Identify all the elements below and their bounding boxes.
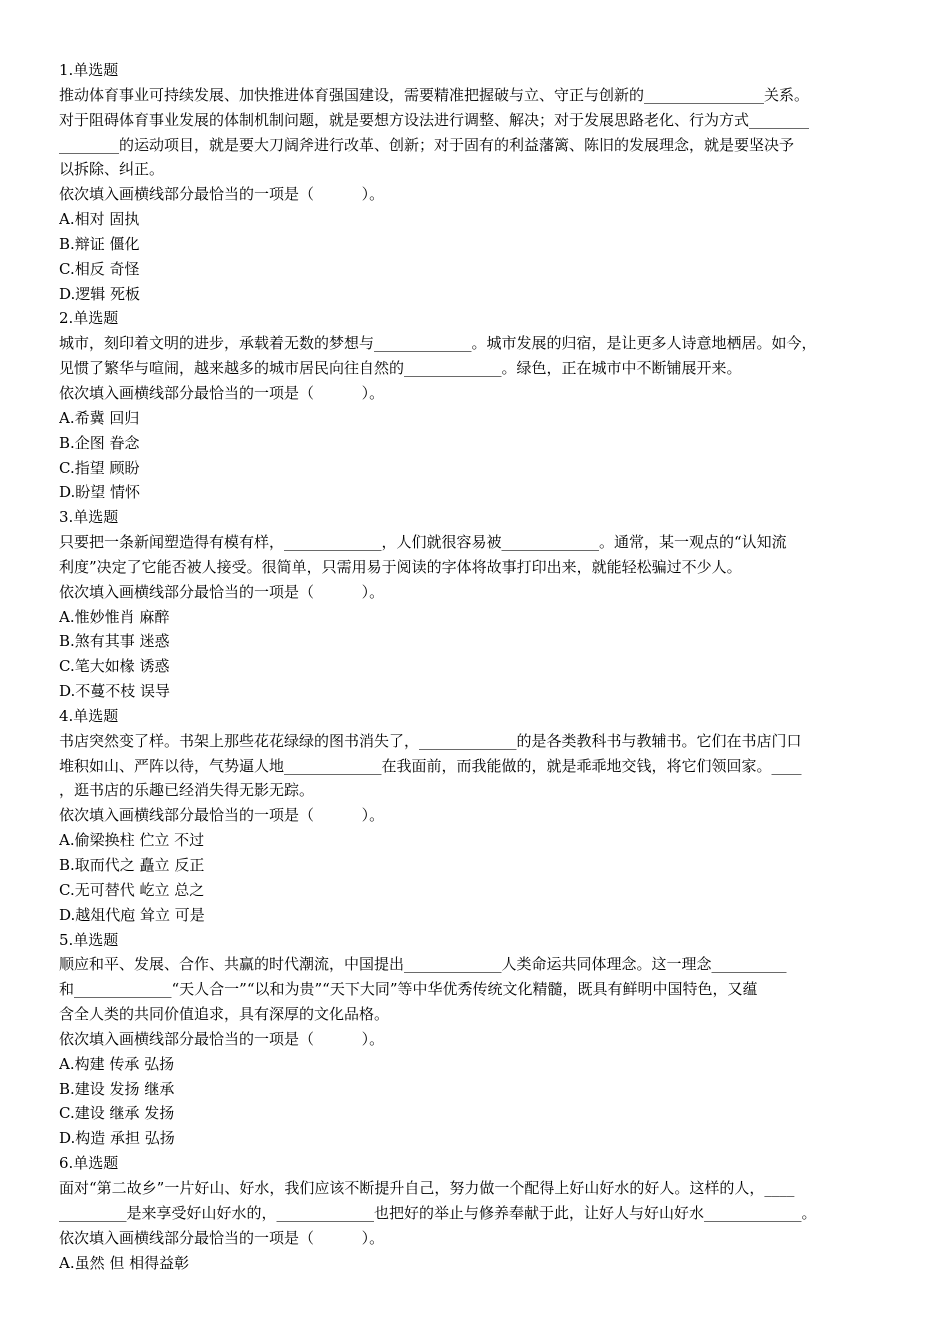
passage-line: 和_____________“天人合一”“以和为贵”“天下大同”等中华优秀传统文化精髓，既具有鲜明中国特色，又蕴 bbox=[59, 980, 758, 999]
option-c[interactable]: C.相反 奇怪 bbox=[59, 259, 140, 278]
option-a[interactable]: A.惟妙惟肖 麻醉 bbox=[59, 607, 170, 626]
question-header: 1.单选题 bbox=[59, 61, 119, 79]
question-2 bbox=[59, 306, 897, 505]
passage-line: 只要把一条新闻塑造得有模有样，_____________，人们就很容易被_____________。通常，某一观点的“认知流 bbox=[59, 533, 787, 552]
option-a[interactable]: A.偷梁换柱 伫立 不过 bbox=[59, 831, 205, 850]
option-c[interactable]: C.笔大如椽 诱惑 bbox=[59, 657, 170, 676]
option-d[interactable]: D.构造 承担 弘扬 bbox=[59, 1129, 175, 1148]
passage-line: 面对“第二故乡”一片好山、好水，我们应该不断提升自己，努力做一个配得上好山好水的好人。这样的人，____ bbox=[59, 1178, 795, 1197]
option-c[interactable]: C.建设 继承 发扬 bbox=[59, 1104, 175, 1123]
passage-line: 见惯了繁华与喧闹，越来越多的城市居民向往自然的_____________。绿色，正在城市中不断铺展开来。 bbox=[59, 359, 742, 378]
question-prompt: 依次填入画横线部分最恰当的一项是（ ）。 bbox=[59, 383, 385, 402]
question-header: 6.单选题 bbox=[59, 1154, 119, 1173]
option-c[interactable]: C.指望 顾盼 bbox=[59, 458, 140, 477]
question-prompt: 依次填入画横线部分最恰当的一项是（ ）。 bbox=[59, 806, 385, 825]
option-a[interactable]: A.希冀 回归 bbox=[59, 408, 140, 427]
option-a[interactable]: A.相对 固执 bbox=[59, 210, 140, 229]
passage-line: 顺应和平、发展、合作、共赢的时代潮流，中国提出_____________人类命运共同体理念。这一理念__________ bbox=[59, 955, 787, 974]
question-5 bbox=[59, 928, 897, 1152]
question-3 bbox=[59, 505, 897, 704]
question-prompt: 依次填入画横线部分最恰当的一项是（ ）。 bbox=[59, 185, 385, 204]
option-d[interactable]: D.越俎代庖 耸立 可是 bbox=[59, 905, 205, 924]
passage-line: 推动体育事业可持续发展、加快推进体育强国建设，需要精准把握破与立、守正与创新的________________关系。 bbox=[59, 85, 810, 104]
option-d[interactable]: D.不蔓不枝 误导 bbox=[59, 682, 171, 701]
option-b[interactable]: B.煞有其事 迷惑 bbox=[59, 632, 170, 651]
exam-page bbox=[59, 58, 897, 1275]
option-b[interactable]: B.建设 发扬 继承 bbox=[59, 1079, 175, 1098]
option-d[interactable]: D.盼望 情怀 bbox=[59, 483, 141, 502]
option-c[interactable]: C.无可替代 屹立 总之 bbox=[59, 880, 205, 899]
option-d[interactable]: D.逻辑 死板 bbox=[59, 284, 141, 303]
question-6 bbox=[59, 1151, 897, 1275]
option-b[interactable]: B.取而代之 矗立 反正 bbox=[59, 856, 205, 874]
option-a[interactable]: A.虽然 但 相得益彰 bbox=[59, 1253, 190, 1272]
passage-line: 对于阻碍体育事业发展的体制机制问题，就是要想方设法进行调整、解决；对于发展思路老化、行为方式________ bbox=[59, 110, 810, 129]
question-header: 2.单选题 bbox=[59, 309, 119, 328]
passage-line: 书店突然变了样。书架上那些花花绿绿的图书消失了，_____________的是各类教科书与教辅书。它们在书店门口 bbox=[59, 731, 802, 750]
option-b[interactable]: B.企图 眷念 bbox=[59, 433, 140, 452]
question-1 bbox=[59, 58, 897, 306]
question-prompt: 依次填入画横线部分最恰当的一项是（ ）。 bbox=[59, 582, 385, 601]
question-prompt: 依次填入画横线部分最恰当的一项是（ ）。 bbox=[59, 1228, 385, 1247]
passage-line: 堆积如山、严阵以待，气势逼人地_____________在我面前，而我能做的，就是乖乖地交钱，将它们领回家。____ bbox=[59, 756, 802, 775]
question-header: 3.单选题 bbox=[59, 508, 119, 527]
passage-line: ________的运动项目，就是要大刀阔斧进行改革、创新；对于固有的利益藩篱、陈旧的发展理念，就是要坚决予 bbox=[59, 135, 795, 154]
option-b[interactable]: B.辩证 僵化 bbox=[59, 234, 140, 253]
question-header: 5.单选题 bbox=[59, 930, 119, 949]
option-a[interactable]: A.构建 传承 弘扬 bbox=[59, 1054, 175, 1073]
passage-line: ，逛书店的乐趣已经消失得无影无踪。 bbox=[59, 781, 315, 800]
question-header: 4.单选题 bbox=[59, 706, 119, 725]
question-prompt: 依次填入画横线部分最恰当的一项是（ ）。 bbox=[59, 1029, 385, 1048]
passage-line: _________是来享受好山好水的，_____________也把好的举止与修养奉献于此，让好人与好山好水_____________。 bbox=[59, 1203, 817, 1222]
passage-line: 城市，刻印着文明的进步，承载着无数的梦想与_____________。城市发展的归宿，是让更多人诗意地栖居。如今， bbox=[59, 334, 817, 353]
passage-line: 利度”决定了它能否被人接受。很简单，只需用易于阅读的字体将故事打印出来，就能轻松骗过不少人。 bbox=[59, 557, 742, 576]
passage-line: 以拆除、纠正。 bbox=[59, 160, 165, 179]
passage-line: 含全人类的共同价值追求，具有深厚的文化品格。 bbox=[59, 1005, 390, 1024]
question-4 bbox=[59, 704, 897, 928]
